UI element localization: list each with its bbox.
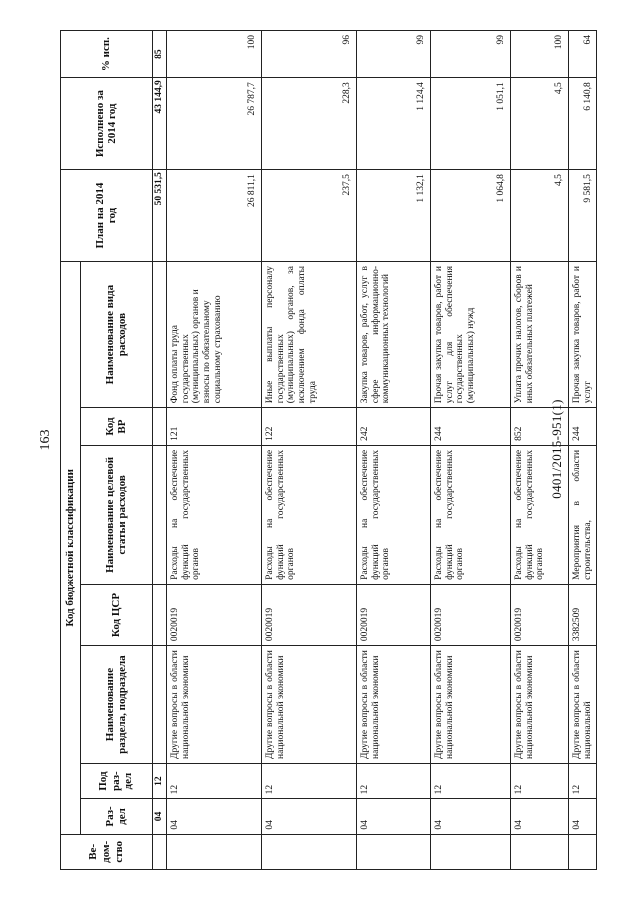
cell-percent: 100 [166,31,261,78]
budget-table-container [60,30,593,870]
cell-csr: 0020019 [166,584,261,645]
cell-podrazdel: 12 [166,763,261,798]
cell-plan: 26 811,1 [166,170,261,262]
cell-percent: 100 [510,31,568,78]
cell-fact: 1 051,1 [430,78,510,170]
cell-csr: 0020019 [430,584,510,645]
cell-razdel: 04 [430,799,510,834]
cell-vr-name: Закупка товаров, работ, услуг в сфере информационно-коммуникационных технологий [356,261,430,407]
cell-percent: 64 [568,31,597,78]
cell-csr-name: Расходы на обеспечение функций государственных органов [510,445,568,584]
summary-percent: 85 [152,31,166,78]
cell-razdel-name: Другие вопросы в области национальной экономики [356,646,430,764]
cell-fact: 6 140,8 [568,78,597,170]
cell-vedomstvo [166,834,261,869]
cell-csr: 0020019 [261,584,356,645]
header-csr: Код ЦСР [80,584,152,645]
cell-vr-name: Фонд оплаты труда государственных (муниципальных) органов и взносы по обязательному социальному страхованию [166,261,261,407]
header-plan: План на 2014 год [61,170,153,262]
cell-podrazdel: 12 [510,763,568,798]
table-row [356,31,430,870]
cell-csr-name: Расходы на обеспечение функций государственных органов [261,445,356,584]
cell-vr: 244 [568,408,597,446]
summary-plan: 50 531,5 [152,170,166,262]
summary-fact: 43 144,9 [152,78,166,170]
cell-csr-name: Мероприятия в области строительства, [568,445,597,584]
cell-podrazdel: 12 [430,763,510,798]
cell-fact: 4,5 [510,78,568,170]
cell-plan: 1 132,1 [356,170,430,262]
document-code: 0401/2015-951(1) [549,399,564,499]
cell-vedomstvo [356,834,430,869]
cell-plan: 4,5 [510,170,568,262]
page-number: 163 [38,429,53,451]
cell-csr-name: Расходы на обеспечение функций государственных органов [430,445,510,584]
cell-razdel: 04 [166,799,261,834]
table-row [261,31,356,870]
cell-csr-name: Расходы на обеспечение функций государственных органов [356,445,430,584]
budget-table-rotated [60,30,593,870]
cell-vedomstvo [568,834,597,869]
header-razdel: Раз-дел [80,799,152,834]
cell-vr: 242 [356,408,430,446]
cell-fact: 26 787,7 [166,78,261,170]
cell-fact: 228,3 [261,78,356,170]
summary-row [152,31,166,870]
table-row [568,31,597,870]
cell-vr: 122 [261,408,356,446]
cell-podrazdel: 12 [261,763,356,798]
cell-vedomstvo [510,834,568,869]
cell-podrazdel: 12 [356,763,430,798]
cell-razdel-name: Другие вопросы в области национальной экономики [510,646,568,764]
budget-table [60,30,597,870]
header-fact: Исполнено за 2014 год [61,78,153,170]
cell-vedomstvo [261,834,356,869]
cell-razdel: 04 [356,799,430,834]
table-row [166,31,261,870]
cell-podrazdel: 12 [568,763,597,798]
cell-vr: 244 [430,408,510,446]
cell-razdel: 04 [510,799,568,834]
cell-vr-name: Прочая закупка товаров, работ и услуг для обеспечения государственных (муниципальных) нужд [430,261,510,407]
cell-csr: 0020019 [356,584,430,645]
cell-razdel-name: Другие вопросы в области национальной [568,646,597,764]
cell-razdel-name: Другие вопросы в области национальной экономики [430,646,510,764]
summary-razdel: 04 [152,799,166,834]
header-podrazdel: Под раз-дел [80,763,152,798]
summary-podrazdel: 12 [152,763,166,798]
header-percent: % исп. [61,31,153,78]
cell-percent: 96 [261,31,356,78]
cell-vr-name: Иные выплаты персоналу государственных (муниципальных) органов, за исключением фонда оплаты труда [261,261,356,407]
cell-csr: 0020019 [510,584,568,645]
table-row [430,31,510,870]
header-vr: Код ВР [80,408,152,446]
cell-csr-name: Расходы на обеспечение функций государственных органов [166,445,261,584]
cell-percent: 99 [356,31,430,78]
cell-plan: 9 581,5 [568,170,597,262]
cell-razdel: 04 [568,799,597,834]
cell-vr-name: Прочая закупка товаров, работ и услуг [568,261,597,407]
summary-vedomstvo [152,834,166,869]
header-vr-name: Наименование вида расходов [80,261,152,407]
header-razdel-name: Наименование раздела, подраздела [80,646,152,764]
cell-razdel-name: Другие вопросы в области национальной экономики [166,646,261,764]
header-csr-name: Наименование целевой статьи расходов [80,445,152,584]
cell-razdel: 04 [261,799,356,834]
cell-vr: 852 [510,408,568,446]
cell-vr-name: Уплата прочих налогов, сборов и иных обязательных платежей [510,261,568,407]
cell-razdel-name: Другие вопросы в области национальной экономики [261,646,356,764]
cell-plan: 237,5 [261,170,356,262]
cell-fact: 1 124,4 [356,78,430,170]
cell-percent: 99 [430,31,510,78]
cell-csr: 3382509 [568,584,597,645]
cell-vr: 121 [166,408,261,446]
header-vedomstvo: Ве-дом-ство [61,834,153,869]
header-group: Код бюджетной классификации [61,261,81,834]
cell-plan: 1 064,8 [430,170,510,262]
cell-vedomstvo [430,834,510,869]
